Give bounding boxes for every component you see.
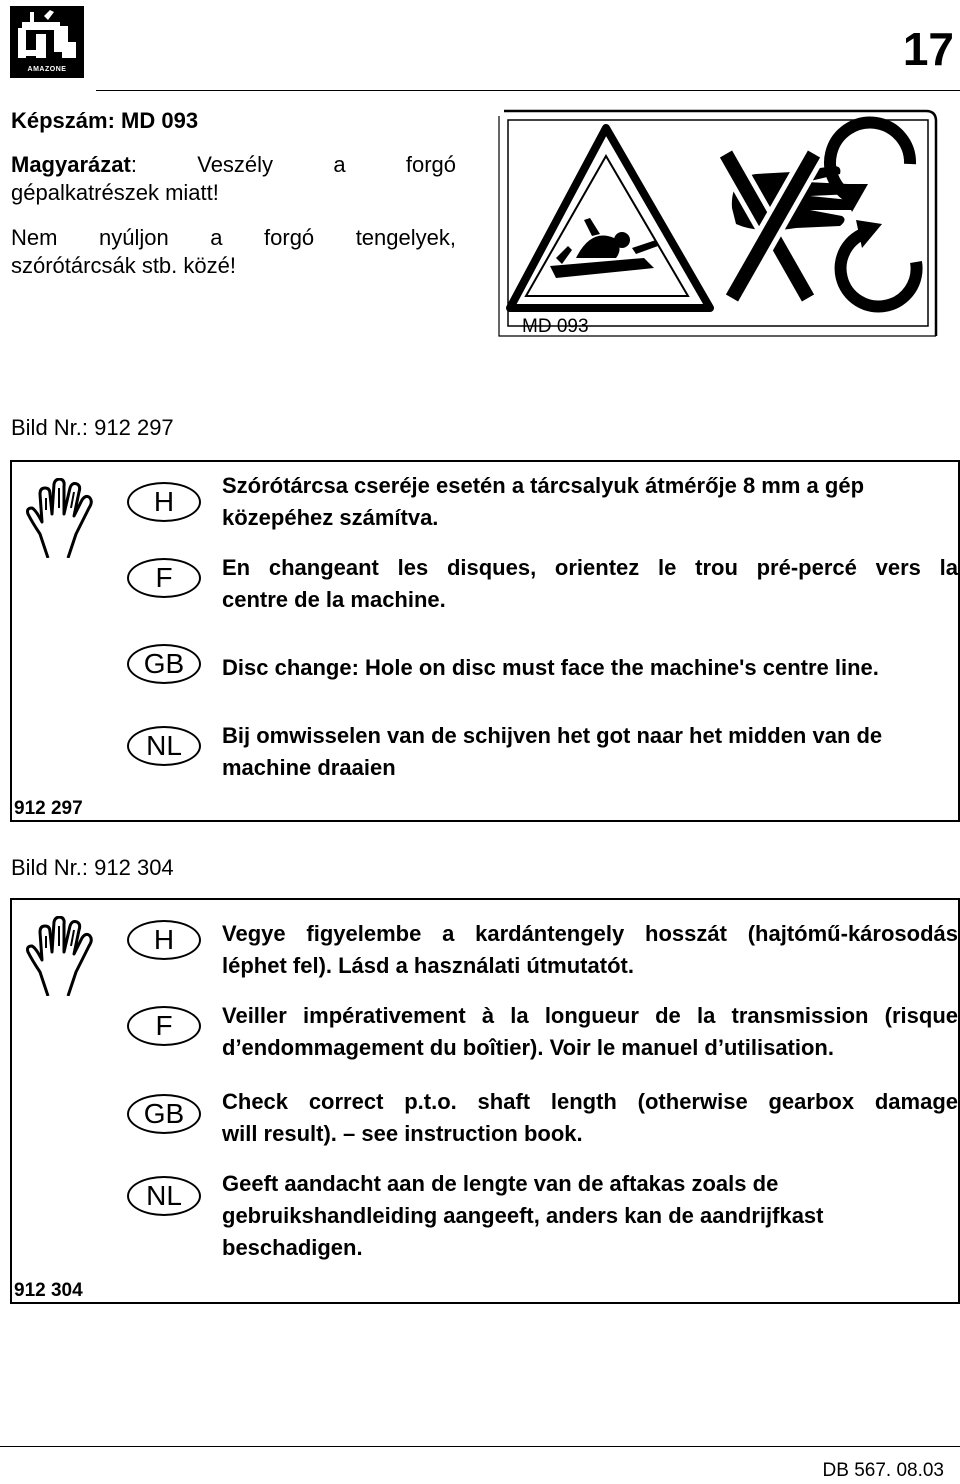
lang-badge-f: F [127,1006,201,1046]
text-h [222,470,958,534]
warning-triangle-entanglement-icon [510,128,710,308]
md093-warning-line-1: Nem nyúljon a forgó tengelyek, [11,225,456,250]
text-line: will result). – see instruction book. [222,1121,583,1146]
md093-explanation-label: Magyarázat [11,152,131,177]
text-nl [222,1168,958,1264]
text-line: Geeft aandacht aan de lengte van de aftakas zoals de [222,1171,779,1196]
lang-badge-h: H [127,920,201,960]
lang-badge-nl: NL [127,726,201,766]
text-line: centre de la machine. [222,587,446,612]
bild-prefix: Bild Nr.: [11,855,95,880]
footer-divider [0,1446,960,1447]
hand-attention-icon [24,478,104,558]
md093-warning-line-2: szórótárcsák stb. közé! [11,253,236,278]
text-nl [222,720,958,784]
md093-explanation-line-1 [11,151,456,179]
md093-title: Képszám: MD 093 [11,108,199,133]
sticker-code: 912 297 [14,798,83,819]
lang-badge-gb: GB [127,1094,201,1134]
sticker-code: 912 304 [14,1280,83,1301]
sticker-box-912304 [10,898,960,1304]
bild-label [11,414,174,442]
md093-explanation-line-2: gépalkatrészek miatt! [11,180,219,205]
md093-warning-sign [496,108,940,340]
text-f [222,1000,958,1064]
text-line: Veiller impérativement à la longueur de la transmission (risque [222,1003,958,1028]
text-line: Szórótárcsa cseréje esetén a tárcsalyuk átmérője 8 mm a gép [222,473,865,498]
text-line: léphet fel). Lásd a használati útmutatót. [222,953,634,978]
text-line: gebruikshandleiding aangeeft, anders kan de aandrijfkast [222,1203,824,1228]
text-f [222,552,958,616]
rotation-arrows-icon [830,123,917,307]
bild-prefix: Bild Nr.: [11,415,95,440]
md093-sign-label: MD 093 [522,316,589,337]
text-line: beschadigen. [222,1235,363,1260]
text-gb [222,1086,958,1150]
page-number: 17 [902,23,954,75]
lang-badge-f: F [127,558,201,598]
text-line: Disc change: Hole on disc must face the machine's centre line. [222,655,879,680]
text-line: d’endommagement du boîtier). Voir le manuel d’utilisation. [222,1035,834,1060]
text-line: machine draaien [222,755,396,780]
text-line: Check correct p.t.o. shaft length (otherwise gearbox damage [222,1089,958,1114]
lang-badge-gb: GB [127,644,201,684]
logo-text: AMAZONE [27,66,67,73]
text-h [222,918,958,982]
document-code: DB 567. 08.03 [822,1460,944,1481]
bild-number: 912 304 [94,855,174,880]
text-line: közepéhez számítva. [222,505,439,530]
lang-badge-h: H [127,482,201,522]
text-gb [222,652,958,684]
bild-number: 912 297 [94,415,174,440]
md093-explanation-text: : Veszély a forgó [130,152,456,177]
text-line: En changeant les disques, orientez le trou pré-percé vers la [222,555,958,580]
hand-attention-icon [24,916,104,996]
sticker-box-912297 [10,460,960,822]
lang-badge-nl: NL [127,1176,201,1216]
text-line: Vegye figyelembe a kardántengely hosszát (hajtómű-károsodás [222,921,958,946]
header-divider [96,90,960,91]
bild-label [11,854,174,882]
text-line: Bij omwisselen van de schijven het got naar het midden van de [222,723,883,748]
